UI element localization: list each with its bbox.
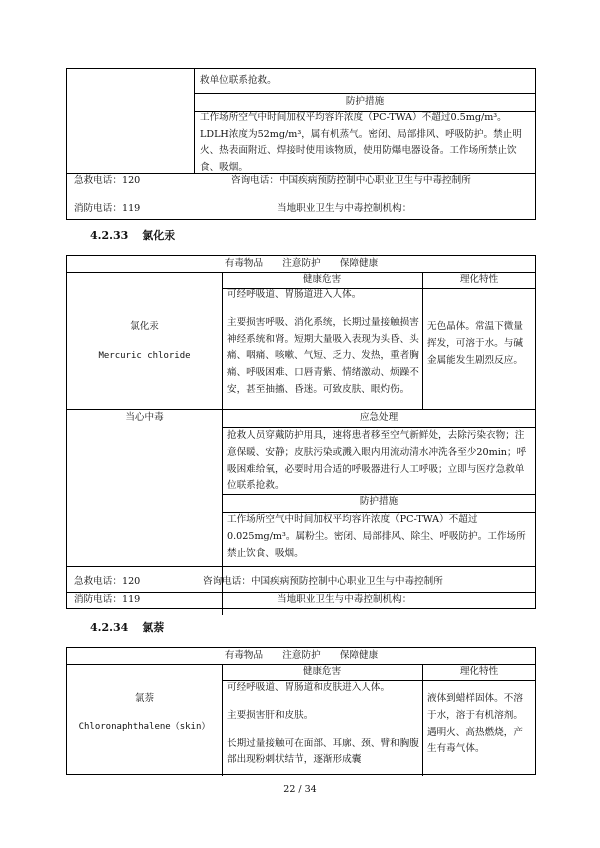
health-header: 健康危害: [302, 666, 342, 677]
phys-header: 理化特性: [459, 666, 499, 677]
banner: 有毒物品 注意防护 保障健康: [224, 258, 379, 269]
health-effects: 长期过量接触可在面部、耳廓、颈、臂和胸腹部出现粉刺状结节，逐渐形成囊: [227, 737, 419, 766]
phys-text: 液体到蜡样固体。不溶于水，溶于有机溶剂。遇明火、高热燃烧，产生有毒气体。: [427, 693, 523, 755]
protect-text: 工作场所空气中时间加权平均容许浓度（PC-TWA）不超过0.025mg/m³。属粉尘。密闭、局部排风、除尘、呼吸防护。工作场所禁止饮食、吸烟。: [227, 514, 526, 559]
chemical-table-34: [66, 647, 536, 775]
warning-label: 当心中毒: [125, 412, 164, 423]
page-number: 22 / 34: [283, 784, 317, 795]
banner: 有毒物品 注意防护 保障健康: [224, 650, 379, 661]
name-cn: 氯萘: [134, 693, 155, 704]
fire-phone: 消防电话：119: [74, 594, 141, 605]
section-number: 4.2.33: [90, 229, 129, 242]
emergency-phone: 急救电话：120: [74, 576, 141, 587]
local-agency: 当地职业卫生与中毒控制机构：: [277, 203, 412, 214]
health-route: 可经呼吸道、胃肠道和皮肤进入人体。: [227, 682, 391, 693]
section-heading-34: [90, 621, 178, 635]
health-route: 可经呼吸道、胃肠道进入人体。: [227, 289, 362, 300]
section-title: 氯萘: [142, 621, 165, 634]
phys-text: 无色晶体。常温下微量挥发，可溶于水。与碱金属能发生剧烈反应。: [427, 321, 523, 366]
section-heading-33: [90, 229, 189, 243]
health-text: [227, 680, 421, 780]
section-number: 4.2.34: [90, 621, 129, 634]
emergency-text: 抢救人员穿戴防护用具，速将患者移至空气新鲜处，去除污染衣物；注意保暖、安静；皮肤污染或溅入眼内用流动清水冲洗各至少20min；呼吸困难给氧，必要时用合适的呼吸器进行人工呼吸；立即与医疗急救单位联系抢救。: [227, 430, 527, 492]
health-text: [227, 287, 421, 410]
name-cn: 氯化汞: [130, 321, 159, 332]
health-effects: 主要损害呼吸、消化系统，长期过量接触损害神经系统和肾。短期大量吸入表现为头昏、头痛、咽痛、咳嗽、气短、乏力、发热，重者胸痛、呼吸困难、口唇青紫、情绪激动、烦躁不安，甚至抽搐、昏迷。可致皮肤、眼灼伤。: [227, 316, 419, 395]
emergency-phone: 急救电话：120: [74, 175, 141, 186]
consult-phone: 咨询电话：中国疾病预防控制中心职业卫生与中毒控制所: [203, 576, 443, 587]
name-en: Mercuric chloride: [98, 351, 191, 361]
phys-header: 理化特性: [459, 274, 499, 285]
protect-header: 防护措施: [345, 96, 385, 107]
local-agency: 当地职业卫生与中毒控制机构：: [277, 594, 412, 605]
name-en: Chloronaphthalene（skin）: [78, 722, 211, 732]
emergency-header: 应急处理: [359, 412, 399, 423]
health-header: 健康危害: [302, 274, 342, 285]
health-target: 主要损害肝和皮肤。: [227, 709, 314, 721]
fire-phone: 消防电话：119: [74, 203, 141, 214]
consult-phone: 咨询电话：中国疾病预防控制中心职业卫生与中毒控制所: [231, 175, 471, 186]
top-table: [66, 68, 536, 220]
rescue-tail: 救单位联系抢救。: [200, 75, 277, 86]
protect-header: 防护措施: [359, 496, 399, 507]
protect-text: 工作场所空气中时间加权平均容许浓度（PC-TWA）不超过0.5mg/m³。LDLH浓度为52mg/m³，属有机蒸气。密闭、局部排风、呼吸防护。禁止明火、热表面附近、焊接时使用该物质，使用防爆电器设备。工作场所禁止饮食、吸烟。: [200, 112, 522, 173]
section-title: 氯化汞: [142, 229, 176, 242]
chemical-table-33: [66, 255, 536, 609]
